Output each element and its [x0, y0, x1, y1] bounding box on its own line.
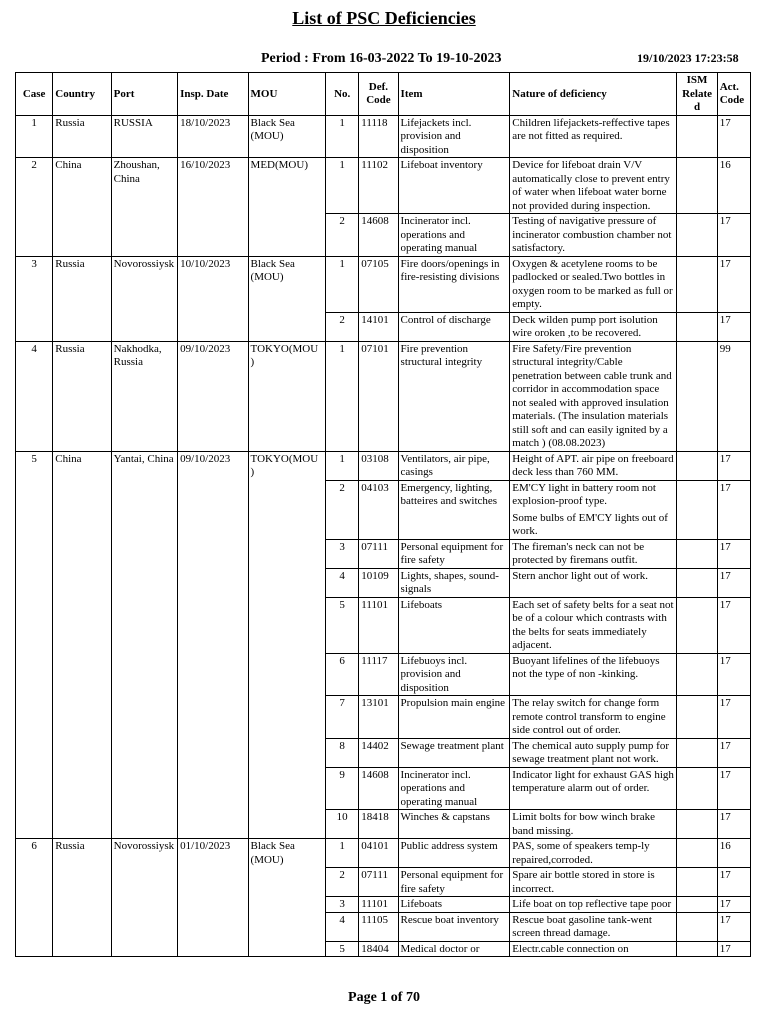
deficiency-item: Incinerator incl. operations and operating manual	[398, 767, 510, 810]
page-footer: Page 1 of 70	[348, 990, 420, 1005]
case-country: China	[53, 158, 111, 257]
deficiency-act-code: 17	[717, 941, 750, 957]
table-row	[16, 341, 751, 451]
deficiency-code: 11102	[359, 158, 398, 214]
deficiency-nature: The relay switch for change form remote control transform to engine side control out of order.	[510, 696, 677, 739]
deficiency-act-code: 17	[717, 767, 750, 810]
deficiency-ism	[677, 214, 717, 257]
deficiency-ism	[677, 767, 717, 810]
deficiency-act-code: 17	[717, 653, 750, 696]
deficiency-ism	[677, 115, 717, 158]
deficiency-code: 07111	[359, 868, 398, 897]
case-number: 1	[16, 115, 53, 158]
deficiency-ism	[677, 810, 717, 839]
deficiency-nature: Rescue boat gasoline tank-went screen thread damage.	[510, 912, 677, 941]
deficiency-act-code: 17	[717, 696, 750, 739]
deficiency-nature: Buoyant lifelines of the lifebuoys not the type of non -kinking.	[510, 653, 677, 696]
header-port: Port	[111, 73, 177, 116]
deficiency-no: 2	[326, 868, 359, 897]
deficiency-ism	[677, 738, 717, 767]
deficiency-nature: Device for lifeboat drain V/V automatically close to prevent entry of water when lifeboat water borne not provided during inspection.	[510, 158, 677, 214]
deficiency-ism	[677, 597, 717, 653]
case-number: 4	[16, 341, 53, 451]
table-row	[16, 115, 751, 158]
deficiency-no: 3	[326, 897, 359, 913]
deficiency-act-code: 17	[717, 868, 750, 897]
table-row	[16, 839, 751, 868]
deficiency-code: 14402	[359, 738, 398, 767]
deficiency-nature: Life boat on top reflective tape poor	[510, 897, 677, 913]
deficiency-nature: Limit bolts for bow winch brake band missing.	[510, 810, 677, 839]
deficiency-no: 1	[326, 839, 359, 868]
deficiency-no: 7	[326, 696, 359, 739]
table-row	[16, 256, 751, 312]
case-mou: Black Sea (MOU)	[248, 115, 326, 158]
deficiency-item: Propulsion main engine	[398, 696, 510, 739]
case-insp-date: 01/10/2023	[178, 839, 248, 957]
deficiency-no: 2	[326, 312, 359, 341]
deficiency-ism	[677, 341, 717, 451]
deficiency-no: 2	[326, 480, 359, 539]
deficiency-no: 6	[326, 653, 359, 696]
case-insp-date: 18/10/2023	[178, 115, 248, 158]
deficiency-code: 04103	[359, 480, 398, 539]
deficiency-ism	[677, 451, 717, 480]
deficiency-act-code: 17	[717, 451, 750, 480]
deficiency-item: Emergency, lighting, batteires and switches	[398, 480, 510, 539]
deficiency-ism	[677, 539, 717, 568]
deficiency-nature: The fireman's neck can not be protected by firemans outfit.	[510, 539, 677, 568]
deficiency-item: Public address system	[398, 839, 510, 868]
deficiency-item: Fire prevention structural integrity	[398, 341, 510, 451]
case-country: Russia	[53, 115, 111, 158]
deficiency-no: 5	[326, 597, 359, 653]
deficiency-item: Personal equipment for fire safety	[398, 868, 510, 897]
deficiency-ism	[677, 480, 717, 539]
deficiency-act-code: 17	[717, 897, 750, 913]
report-title: List of PSC Deficiencies	[292, 8, 476, 28]
deficiency-no: 4	[326, 912, 359, 941]
case-country: Russia	[53, 256, 111, 341]
deficiency-nature: Electr.cable connection on	[510, 941, 677, 957]
deficiency-act-code: 17	[717, 810, 750, 839]
deficiency-act-code: 17	[717, 539, 750, 568]
case-insp-date: 16/10/2023	[178, 158, 248, 257]
deficiency-act-code: 17	[717, 568, 750, 597]
deficiency-ism	[677, 839, 717, 868]
deficiency-act-code: 99	[717, 341, 750, 451]
header-def-code: Def. Code	[359, 73, 398, 116]
deficiency-item: Lights, shapes, sound-signals	[398, 568, 510, 597]
deficiency-ism	[677, 158, 717, 214]
deficiency-nature: Stern anchor light out of work.	[510, 568, 677, 597]
header-mou: MOU	[248, 73, 326, 116]
case-port: Novorossiysk	[111, 839, 177, 957]
deficiency-no: 4	[326, 568, 359, 597]
case-port: RUSSIA	[111, 115, 177, 158]
deficiency-no: 1	[326, 115, 359, 158]
deficiency-ism	[677, 312, 717, 341]
deficiency-act-code: 17	[717, 480, 750, 539]
case-mou: MED(MOU)	[248, 158, 326, 257]
deficiency-item: Lifeboat inventory	[398, 158, 510, 214]
table-row	[16, 158, 751, 214]
case-number: 2	[16, 158, 53, 257]
deficiency-no: 1	[326, 256, 359, 312]
deficiency-act-code: 16	[717, 158, 750, 214]
deficiency-code: 07101	[359, 341, 398, 451]
deficiency-item: Medical doctor or	[398, 941, 510, 957]
deficiency-item: Incinerator incl. operations and operating manual	[398, 214, 510, 257]
case-number: 3	[16, 256, 53, 341]
deficiency-nature: Testing of navigative pressure of incinerator combustion chamber not satisfactory.	[510, 214, 677, 257]
deficiency-code: 14101	[359, 312, 398, 341]
deficiency-ism	[677, 696, 717, 739]
deficiency-ism	[677, 912, 717, 941]
deficiency-no: 10	[326, 810, 359, 839]
deficiency-code: 18404	[359, 941, 398, 957]
deficiency-act-code: 17	[717, 912, 750, 941]
deficiency-item: Winches & capstans	[398, 810, 510, 839]
header-insp-date: Insp. Date	[178, 73, 248, 116]
deficiency-table	[15, 72, 751, 957]
deficiency-no: 2	[326, 214, 359, 257]
case-country: Russia	[53, 839, 111, 957]
header-nature: Nature of deficiency	[510, 73, 677, 116]
deficiency-nature-line: Some bulbs of EM'CY lights out of work.	[512, 511, 668, 537]
deficiency-code: 11101	[359, 597, 398, 653]
deficiency-act-code: 17	[717, 312, 750, 341]
case-port: Nakhodka, Russia	[111, 341, 177, 451]
deficiency-nature: Fire Safety/Fire prevention structural integrity/Cable penetration between cable trunk and corridor in accommodation space not sealed with approved insulation materials. (The insulation materials still soft and can easily ignited by a match ) (08.08.2023)	[510, 341, 677, 451]
case-insp-date: 10/10/2023	[178, 256, 248, 341]
deficiency-code: 03108	[359, 451, 398, 480]
deficiency-code: 04101	[359, 839, 398, 868]
deficiency-ism	[677, 897, 717, 913]
deficiency-item: Fire doors/openings in fire-resisting divisions	[398, 256, 510, 312]
deficiency-no: 1	[326, 451, 359, 480]
deficiency-code: 14608	[359, 214, 398, 257]
deficiency-code: 07105	[359, 256, 398, 312]
deficiency-act-code: 16	[717, 839, 750, 868]
case-insp-date: 09/10/2023	[178, 451, 248, 839]
case-number: 6	[16, 839, 53, 957]
deficiency-item: Personal equipment for fire safety	[398, 539, 510, 568]
deficiency-no: 8	[326, 738, 359, 767]
deficiency-nature	[510, 480, 677, 539]
deficiency-code: 10109	[359, 568, 398, 597]
deficiency-no: 5	[326, 941, 359, 957]
deficiency-item: Lifeboats	[398, 897, 510, 913]
deficiency-ism	[677, 868, 717, 897]
header-act-code: Act. Code	[717, 73, 750, 116]
deficiency-item: Lifebuoys incl. provision and disposition	[398, 653, 510, 696]
table-row	[16, 451, 751, 480]
deficiency-no: 3	[326, 539, 359, 568]
deficiency-item: Ventilators, air pipe, casings	[398, 451, 510, 480]
case-mou: Black Sea (MOU)	[248, 839, 326, 957]
deficiency-code: 18418	[359, 810, 398, 839]
deficiency-nature: Spare air bottle stored in store is incorrect.	[510, 868, 677, 897]
case-country: China	[53, 451, 111, 839]
deficiency-nature-line: EM'CY light in battery room not explosion-proof type.	[512, 481, 656, 507]
deficiency-act-code: 17	[717, 597, 750, 653]
deficiency-code: 11101	[359, 897, 398, 913]
deficiency-ism	[677, 256, 717, 312]
deficiency-code: 13101	[359, 696, 398, 739]
deficiency-act-code: 17	[717, 738, 750, 767]
deficiency-code: 07111	[359, 539, 398, 568]
deficiency-nature: Deck wilden pump port isolution wire oroken ,to be recovered.	[510, 312, 677, 341]
header-ism: ISM Related	[677, 73, 717, 116]
case-mou: TOKYO(MOU )	[248, 451, 326, 839]
deficiency-code: 14608	[359, 767, 398, 810]
deficiency-act-code: 17	[717, 256, 750, 312]
deficiency-nature: Each set of safety belts for a seat not be of a colour which contrasts with the belts for seats immediately adjacent.	[510, 597, 677, 653]
case-mou: TOKYO(MOU )	[248, 341, 326, 451]
header-no: No.	[326, 73, 359, 116]
deficiency-code: 11117	[359, 653, 398, 696]
deficiency-nature: The chemical auto supply pump for sewage treatment plant not work.	[510, 738, 677, 767]
deficiency-item: Sewage treatment plant	[398, 738, 510, 767]
deficiency-item: Control of discharge	[398, 312, 510, 341]
deficiency-item: Rescue boat inventory	[398, 912, 510, 941]
deficiency-nature: Height of APT. air pipe on freeboard deck less than 760 MM.	[510, 451, 677, 480]
case-country: Russia	[53, 341, 111, 451]
case-port: Novorossiysk	[111, 256, 177, 341]
deficiency-nature: PAS, some of speakers temp-ly repaired,corroded.	[510, 839, 677, 868]
deficiency-no: 9	[326, 767, 359, 810]
case-number: 5	[16, 451, 53, 839]
case-port: Yantai, China	[111, 451, 177, 839]
deficiency-nature: Indicator light for exhaust GAS high temperature alarm out of order.	[510, 767, 677, 810]
deficiency-act-code: 17	[717, 214, 750, 257]
case-port: Zhoushan, China	[111, 158, 177, 257]
header-case: Case	[16, 73, 53, 116]
deficiency-code: 11105	[359, 912, 398, 941]
header-country: Country	[53, 73, 111, 116]
deficiency-no: 1	[326, 341, 359, 451]
deficiency-ism	[677, 568, 717, 597]
deficiency-act-code: 17	[717, 115, 750, 158]
header-item: Item	[398, 73, 510, 116]
report-period: Period : From 16-03-2022 To 19-10-2023	[261, 51, 502, 66]
deficiency-no: 1	[326, 158, 359, 214]
deficiency-ism	[677, 941, 717, 957]
deficiency-nature: Children lifejackets-reffective tapes are not fitted as required.	[510, 115, 677, 158]
case-insp-date: 09/10/2023	[178, 341, 248, 451]
deficiency-item: Lifeboats	[398, 597, 510, 653]
deficiency-code: 11118	[359, 115, 398, 158]
deficiency-ism	[677, 653, 717, 696]
deficiency-item: Lifejackets incl. provision and disposition	[398, 115, 510, 158]
report-timestamp: 19/10/2023 17:23:58	[637, 51, 739, 65]
case-mou: Black Sea (MOU)	[248, 256, 326, 341]
table-header-row	[16, 73, 751, 116]
deficiency-nature: Oxygen & acetylene rooms to be padlocked or sealed.Two bottles in oxygen room to be marked as full or empty.	[510, 256, 677, 312]
